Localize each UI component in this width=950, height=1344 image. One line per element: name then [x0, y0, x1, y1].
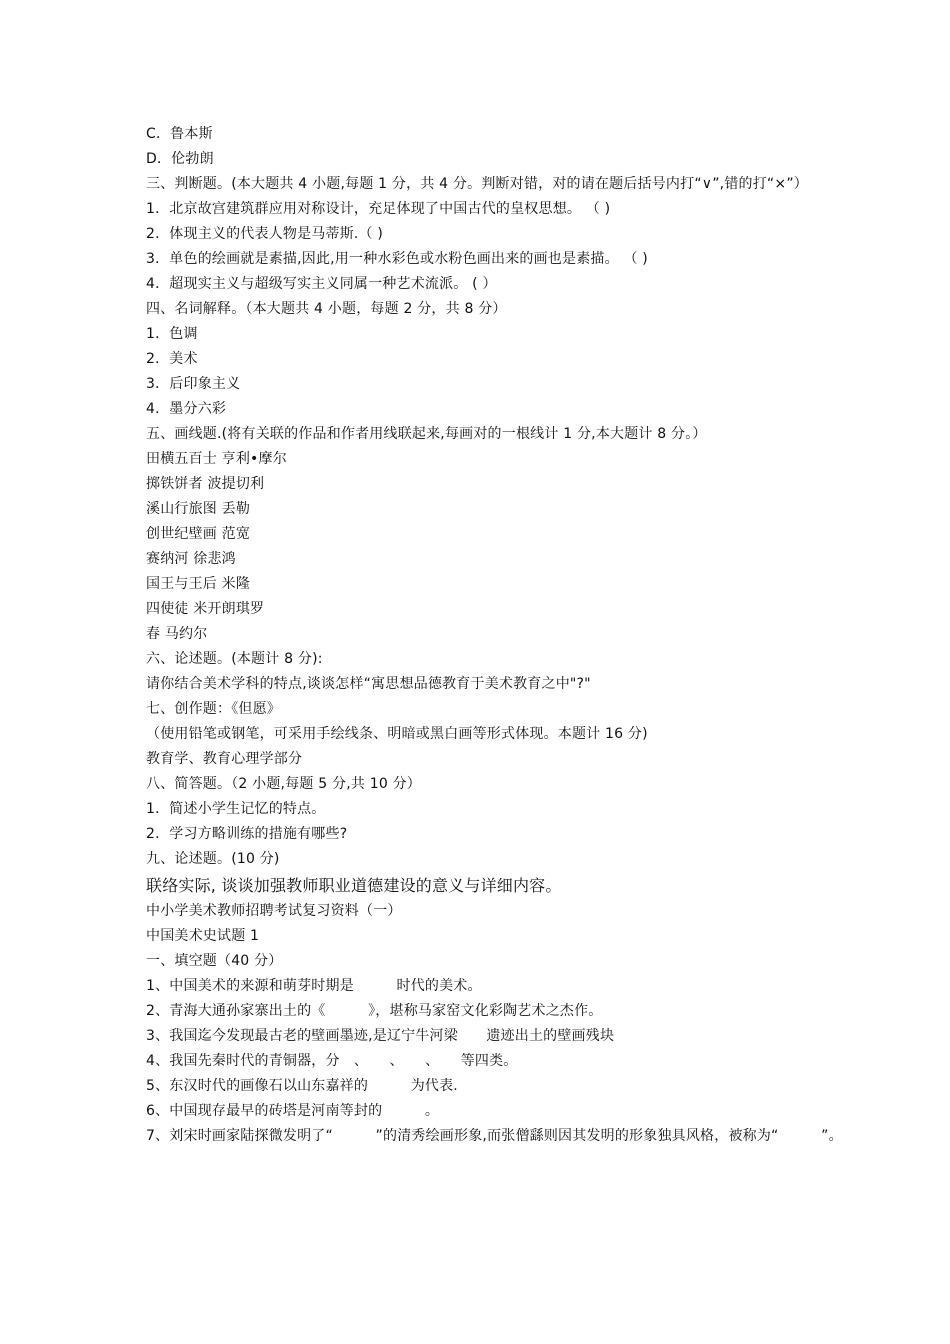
document-page — [146, 122, 846, 1149]
question-line: 1．简述小学生记忆的特点。 — [146, 801, 326, 817]
question-line: 5、东汉时代的画像石以山东嘉祥的 为代表. — [146, 1078, 458, 1094]
matching-line: 掷铁饼者 波提切利 — [146, 476, 265, 492]
section-heading-fill-blank: 一、填空题（40 分） — [146, 953, 283, 969]
question-line: 4．墨分六彩 — [146, 401, 227, 417]
question-line: （使用铅笔或钢笔，可采用手绘线条、明暗或黑白画等形式体现。本题计 16 分) — [146, 726, 648, 742]
question-line: 1．色调 — [146, 326, 198, 342]
question-line: 1、中国美术的来源和萌芽时期是 时代的美术。 — [146, 978, 482, 994]
section-heading-terms: 四、名词解释。（本大题共 4 小题，每题 2 分，共 8 分） — [146, 301, 507, 317]
matching-line: 赛纳河 徐悲鸿 — [146, 551, 236, 567]
question-line: 请你结合美术学科的特点,谈谈怎样“寓思想品德教育于美术教育之中"?" — [146, 676, 591, 692]
question-line: 3．后印象主义 — [146, 376, 241, 392]
question-line: 3、我国迄今发现最古老的壁画墨迹,是辽宁牛河梁 遗迹出土的壁画残块 — [146, 1028, 615, 1044]
question-line: 1．北京故宫建筑群应用对称设计，充足体现了中国古代的皇权思想。 （ ) — [146, 201, 611, 217]
matching-line: 田横五百士 亨利•摩尔 — [146, 451, 287, 467]
question-line: 2．体现主义的代表人物是马蒂斯.（ ) — [146, 226, 384, 242]
option-d: D．伦勃朗 — [146, 151, 214, 167]
section-heading-matching: 五、画线题.(将有关联的作品和作者用线联起来,每画对的一根线计 1 分,本大题计 8 分。） — [146, 426, 707, 442]
exam-title: 中国美术史试题 1 — [146, 928, 260, 944]
document-title: 中小学美术教师招聘考试复习资料（一） — [146, 903, 402, 919]
question-line: 2．学习方略训练的措施有哪些? — [146, 826, 348, 842]
question-line: 联络实际, 谈谈加强教师职业道德建设的意义与详细内容。 — [146, 876, 562, 895]
matching-line: 创世纪壁画 范宽 — [146, 526, 251, 542]
question-line: 4、我国先秦时代的青铜器，分 、 、 、 等四类。 — [146, 1053, 518, 1069]
question-line: 3．单色的绘画就是素描,因此,用一种水彩色或水粉色画出来的画也是素描。 （ ) — [146, 251, 648, 267]
matching-line: 四使徒 米开朗琪罗 — [146, 601, 265, 617]
section-heading-essay-2: 九、论述题。(10 分) — [146, 851, 280, 867]
part-heading: 教育学、教育心理学部分 — [146, 751, 303, 767]
section-heading-creation: 七、创作题：《但愿》 — [146, 701, 281, 717]
question-line: 7、刘宋时画家陆探微发明了“ ”的清秀绘画形象,而张僧繇则因其发明的形象独具风格，被称为“ ”。 — [146, 1128, 843, 1144]
question-line: 6、中国现存最早的砖塔是河南等封的 。 — [146, 1103, 440, 1119]
option-c: C．鲁本斯 — [146, 126, 213, 142]
question-line: 4．超现实主义与超级写实主义同属一种艺术流派。 ( ） — [146, 276, 497, 292]
matching-line: 春 马约尔 — [146, 626, 208, 642]
section-heading-essay: 六、论述题。(本题计 8 分): — [146, 651, 323, 667]
section-heading-short-answer: 八、简答题。（2 小题,每题 5 分,共 10 分） — [146, 776, 421, 792]
section-heading-true-false: 三、判断题。(本大题共 4 小题,每题 1 分，共 4 分。判断对错，对的请在题后括号内打“∨”,错的打“×”） — [146, 176, 808, 192]
question-line: 2、青海大通孙家寨出土的《 》，堪称马家窑文化彩陶艺术之杰作。 — [146, 1003, 603, 1019]
question-line: 2．美术 — [146, 351, 198, 367]
matching-line: 溪山行旅图 丢勒 — [146, 501, 251, 517]
matching-line: 国王与王后 米隆 — [146, 576, 251, 592]
